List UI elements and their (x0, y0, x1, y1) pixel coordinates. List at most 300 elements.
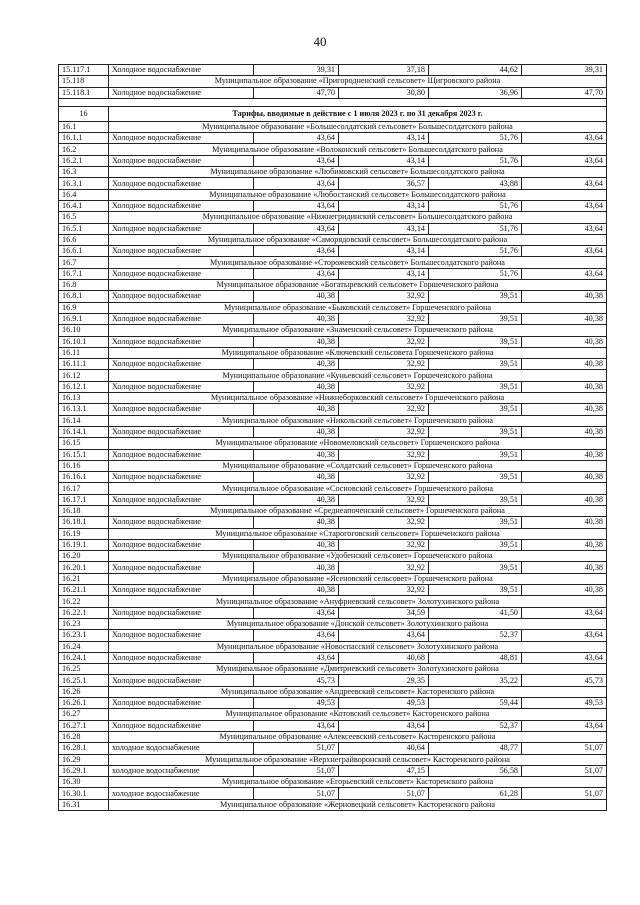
municipality-row (59, 799, 607, 810)
tariff-value-1: 43,64 (254, 720, 339, 731)
row-number: 16.15 (59, 438, 109, 449)
service-name: Холодное водоснабжение (109, 698, 254, 709)
service-name: Холодное водоснабжение (109, 223, 254, 234)
row-number: 16.15.1 (59, 449, 109, 460)
tariff-row (59, 765, 607, 776)
municipality-name: Муниципальное образование «Котовский сельсовет» Касторенского района (109, 709, 607, 720)
row-number: 16.26 (59, 686, 109, 697)
service-name: Холодное водоснабжение (109, 562, 254, 573)
municipality-name: Муниципальное образование «Удобенский сельсовет» Горшеченского района (109, 551, 607, 562)
tariff-value-4: 40,38 (522, 426, 607, 437)
row-number: 16.22 (59, 596, 109, 607)
tariff-value-2: 43,14 (339, 200, 429, 211)
service-name: Холодное водоснабжение (109, 313, 254, 324)
row-number: 16.6.1 (59, 246, 109, 257)
tariff-value-1: 51,07 (254, 765, 339, 776)
tariff-value-3: 51,76 (429, 246, 522, 257)
tariff-value-2: 40,68 (339, 652, 429, 663)
tariff-row (59, 155, 607, 166)
tariff-value-2: 32,92 (339, 336, 429, 347)
tariff-value-2: 32,92 (339, 404, 429, 415)
section-number: 16 (59, 106, 109, 121)
service-name: Холодное водоснабжение (109, 404, 254, 415)
row-number: 16.24 (59, 641, 109, 652)
tariff-value-4: 40,38 (522, 585, 607, 596)
tariff-value-1: 40,38 (254, 336, 339, 347)
section-title: Тарифы, вводимые в действие с 1 июля 2023 г. по 31 декабря 2023 г. (109, 106, 607, 121)
municipality-row (59, 709, 607, 720)
tariff-value-4: 40,38 (522, 449, 607, 460)
municipality-row (59, 76, 607, 87)
tariff-value-2: 43,14 (339, 223, 429, 234)
service-name: Холодное водоснабжение (109, 652, 254, 663)
row-number: 16.30.1 (59, 788, 109, 799)
tariff-value-3: 39,51 (429, 291, 522, 302)
tariff-value-3: 59,44 (429, 698, 522, 709)
page-number: 40 (313, 34, 327, 49)
tariff-value-1: 40,38 (254, 539, 339, 550)
tariff-value-3: 48,81 (429, 652, 522, 663)
row-number: 16.13.1 (59, 404, 109, 415)
municipality-row (59, 573, 607, 584)
row-number: 16.8.1 (59, 291, 109, 302)
row-number: 16.5.1 (59, 223, 109, 234)
service-name: Холодное водоснабжение (109, 359, 254, 370)
row-number: 16.6 (59, 234, 109, 245)
municipality-row (59, 370, 607, 381)
tariff-value-1: 43,64 (254, 155, 339, 166)
tariff-value-4: 40,38 (522, 313, 607, 324)
row-number: 16.28.1 (59, 743, 109, 754)
tariff-value-2: 43,64 (339, 630, 429, 641)
tariff-value-3: 61,28 (429, 788, 522, 799)
row-number: 16.13 (59, 393, 109, 404)
row-number: 16.7.1 (59, 268, 109, 279)
tariff-value-2: 43,14 (339, 133, 429, 144)
row-number: 16.28 (59, 731, 109, 742)
municipality-row (59, 280, 607, 291)
tariff-value-4: 40,38 (522, 539, 607, 550)
tariff-value-1: 51,07 (254, 788, 339, 799)
tariff-value-4: 43,64 (522, 223, 607, 234)
tariff-row (59, 381, 607, 392)
row-number: 16.2 (59, 144, 109, 155)
tariff-value-2: 49,53 (339, 698, 429, 709)
row-number: 16.12.1 (59, 381, 109, 392)
municipality-row (59, 438, 607, 449)
row-number: 16.20 (59, 551, 109, 562)
tariff-value-3: 39,51 (429, 336, 522, 347)
row-number: 16.1.1 (59, 133, 109, 144)
tariff-value-4: 40,38 (522, 517, 607, 528)
tariff-value-3: 39,51 (429, 313, 522, 324)
tariff-row (59, 65, 607, 76)
municipality-row (59, 505, 607, 516)
municipality-row (59, 302, 607, 313)
tariff-value-3: 48,77 (429, 743, 522, 754)
spacer-cell (59, 98, 607, 106)
tariff-value-3: 35,22 (429, 675, 522, 686)
tariff-value-2: 43,14 (339, 155, 429, 166)
row-number: 16.1 (59, 121, 109, 132)
municipality-name: Муниципальное образование «Большесолдатский сельсовет» Большесолдатского района (109, 121, 607, 132)
row-number: 16.7 (59, 257, 109, 268)
tariff-value-3: 39,51 (429, 517, 522, 528)
row-number: 16.4.1 (59, 200, 109, 211)
tariff-value-3: 39,51 (429, 449, 522, 460)
row-number: 16.26.1 (59, 698, 109, 709)
tariff-value-3: 39,51 (429, 404, 522, 415)
municipality-row (59, 596, 607, 607)
tariff-row (59, 517, 607, 528)
tariff-row (59, 788, 607, 799)
service-name: Холодное водоснабжение (109, 426, 254, 437)
service-name: Холодное водоснабжение (109, 200, 254, 211)
tariff-value-1: 43,64 (254, 630, 339, 641)
municipality-name: Муниципальное образование «Саморядовский сельсовет» Большесолдатского района (109, 234, 607, 245)
service-name: Холодное водоснабжение (109, 87, 254, 98)
municipality-row (59, 618, 607, 629)
tariff-value-2: 40,64 (339, 743, 429, 754)
tariff-value-3: 43,88 (429, 178, 522, 189)
municipality-row (59, 257, 607, 268)
tariff-value-3: 39,51 (429, 562, 522, 573)
tariff-row (59, 494, 607, 505)
municipality-name: Муниципальное образование «Любимовский сельсовет» Большесолдатского района (109, 167, 607, 178)
municipality-name: Муниципальное образование «Никольский сельсовет» Горшеченского района (109, 415, 607, 426)
tariff-value-4: 43,64 (522, 155, 607, 166)
tariff-value-2: 34,59 (339, 607, 429, 618)
service-name: Холодное водоснабжение (109, 472, 254, 483)
row-number: 16.9 (59, 302, 109, 313)
tariff-value-3: 39,51 (429, 359, 522, 370)
tariff-value-1: 43,64 (254, 133, 339, 144)
tariff-value-3: 51,76 (429, 155, 522, 166)
tariff-value-3: 39,51 (429, 585, 522, 596)
row-number: 16.23 (59, 618, 109, 629)
municipality-name: Муниципальное образование «Жерновецкий сельсовет» Касторенского района (109, 799, 607, 810)
tariff-value-4: 40,38 (522, 359, 607, 370)
spacer-row (59, 98, 607, 106)
tariff-value-2: 30,80 (339, 87, 429, 98)
tariff-row (59, 562, 607, 573)
municipality-row (59, 189, 607, 200)
municipality-row (59, 460, 607, 471)
tariff-value-2: 51,07 (339, 788, 429, 799)
tariff-row (59, 472, 607, 483)
tariff-value-1: 40,38 (254, 426, 339, 437)
service-name: Холодное водоснабжение (109, 630, 254, 641)
tariff-value-1: 45,73 (254, 675, 339, 686)
tariff-value-3: 39,51 (429, 539, 522, 550)
municipality-row (59, 528, 607, 539)
service-name: Холодное водоснабжение (109, 336, 254, 347)
row-number: 16.3.1 (59, 178, 109, 189)
row-number: 16.27 (59, 709, 109, 720)
tariff-value-3: 41,50 (429, 607, 522, 618)
municipality-row (59, 415, 607, 426)
municipality-name: Муниципальное образование «Егорьевский сельсовет» Касторенского района (109, 777, 607, 788)
row-number: 15.118.1 (59, 87, 109, 98)
tariff-value-2: 32,92 (339, 381, 429, 392)
row-number: 16.22.1 (59, 607, 109, 618)
tariff-row (59, 246, 607, 257)
municipality-name: Муниципальное образование «Знаменский сельсовет» Горшеченского района (109, 325, 607, 336)
tariff-value-1: 51,07 (254, 743, 339, 754)
municipality-name: Муниципальное образование «Богатыревский сельсовет» Горшеченского района (109, 280, 607, 291)
tariff-value-4: 40,38 (522, 381, 607, 392)
tariff-row (59, 743, 607, 754)
service-name: Холодное водоснабжение (109, 539, 254, 550)
tariff-value-4: 43,64 (522, 268, 607, 279)
row-number: 16.8 (59, 280, 109, 291)
municipality-row (59, 686, 607, 697)
tariff-value-2: 29,35 (339, 675, 429, 686)
tariff-value-4: 43,64 (522, 652, 607, 663)
row-number: 16.11 (59, 347, 109, 358)
municipality-row (59, 777, 607, 788)
municipality-name: Муниципальное образование «Сторожевский сельсовет» Большесолдатского района (109, 257, 607, 268)
row-number: 16.18.1 (59, 517, 109, 528)
tariff-row (59, 585, 607, 596)
tariff-value-4: 49,53 (522, 698, 607, 709)
tariff-row (59, 698, 607, 709)
tariff-value-1: 40,38 (254, 404, 339, 415)
row-number: 16.25.1 (59, 675, 109, 686)
tariff-value-3: 44,62 (429, 65, 522, 76)
row-number: 16.27.1 (59, 720, 109, 731)
tariff-row (59, 404, 607, 415)
tariff-value-2: 32,92 (339, 313, 429, 324)
row-number: 16.16.1 (59, 472, 109, 483)
tariff-value-1: 40,38 (254, 585, 339, 596)
tariff-row (59, 359, 607, 370)
tariff-row (59, 336, 607, 347)
tariff-value-1: 39,31 (254, 65, 339, 76)
tariff-value-4: 51,07 (522, 788, 607, 799)
row-number: 16.10.1 (59, 336, 109, 347)
municipality-name: Муниципальное образование «Любостанский сельсовет» Большесолдатского района (109, 189, 607, 200)
tariff-table (58, 64, 607, 811)
municipality-name: Муниципальное образование «Быковский сельсовет» Горшеченского района (109, 302, 607, 313)
service-name: Холодное водоснабжение (109, 381, 254, 392)
tariff-value-1: 40,38 (254, 381, 339, 392)
tariff-value-1: 49,53 (254, 698, 339, 709)
row-number: 16.24.1 (59, 652, 109, 663)
tariff-value-4: 40,38 (522, 404, 607, 415)
row-number: 16.5 (59, 212, 109, 223)
tariff-value-2: 32,92 (339, 585, 429, 596)
municipality-row (59, 325, 607, 336)
service-name: Холодное водоснабжение (109, 517, 254, 528)
tariff-row (59, 178, 607, 189)
row-number: 16.17.1 (59, 494, 109, 505)
tariff-value-4: 40,38 (522, 494, 607, 505)
row-number: 16.14 (59, 415, 109, 426)
municipality-name: Муниципальное образование «Ануфриевский сельсовет» Золотухинского района (109, 596, 607, 607)
municipality-name: Муниципальное образование «Нижнеборковский сельсовет» Горшеченского района (109, 393, 607, 404)
tariff-value-2: 32,92 (339, 494, 429, 505)
section-header-row (59, 106, 607, 121)
tariff-value-4: 43,64 (522, 133, 607, 144)
municipality-row (59, 212, 607, 223)
municipality-row (59, 483, 607, 494)
tariff-value-1: 40,38 (254, 494, 339, 505)
service-name: Холодное водоснабжение (109, 65, 254, 76)
municipality-name: Муниципальное образование «Ключевский сельсовета Горшеченского района (109, 347, 607, 358)
tariff-value-3: 56,58 (429, 765, 522, 776)
tariff-row (59, 675, 607, 686)
municipality-row (59, 144, 607, 155)
row-number: 16.21.1 (59, 585, 109, 596)
tariff-value-2: 43,14 (339, 268, 429, 279)
tariff-value-3: 51,76 (429, 200, 522, 211)
tariff-row (59, 268, 607, 279)
municipality-row (59, 731, 607, 742)
tariff-value-2: 32,92 (339, 449, 429, 460)
tariff-row (59, 449, 607, 460)
row-number: 16.20.1 (59, 562, 109, 573)
row-number: 16.31 (59, 799, 109, 810)
tariff-value-1: 40,38 (254, 517, 339, 528)
municipality-row (59, 393, 607, 404)
service-name: Холодное водоснабжение (109, 291, 254, 302)
municipality-row (59, 347, 607, 358)
row-number: 16.12 (59, 370, 109, 381)
municipality-row (59, 167, 607, 178)
tariff-value-3: 51,76 (429, 268, 522, 279)
municipality-row (59, 754, 607, 765)
tariff-row (59, 313, 607, 324)
tariff-value-3: 52,37 (429, 720, 522, 731)
tariff-value-2: 37,18 (339, 65, 429, 76)
tariff-value-2: 32,92 (339, 359, 429, 370)
row-number: 15.117.1 (59, 65, 109, 76)
tariff-row (59, 133, 607, 144)
tariff-value-3: 39,51 (429, 381, 522, 392)
tariff-value-3: 39,51 (429, 426, 522, 437)
tariff-value-1: 47,70 (254, 87, 339, 98)
service-name: холодное водоснабжение (109, 765, 254, 776)
tariff-row (59, 652, 607, 663)
tariff-value-4: 51,07 (522, 743, 607, 754)
service-name: холодное водоснабжение (109, 743, 254, 754)
row-number: 16.17 (59, 483, 109, 494)
municipality-row (59, 121, 607, 132)
municipality-row (59, 551, 607, 562)
service-name: Холодное водоснабжение (109, 607, 254, 618)
tariff-value-1: 43,64 (254, 607, 339, 618)
row-number: 16.10 (59, 325, 109, 336)
service-name: Холодное водоснабжение (109, 268, 254, 279)
tariff-value-2: 32,92 (339, 562, 429, 573)
municipality-name: Муниципальное образование «Нижнегридинский сельсовет» Большесолдатского района (109, 212, 607, 223)
tariff-row (59, 87, 607, 98)
tariff-value-2: 32,92 (339, 291, 429, 302)
municipality-row (59, 234, 607, 245)
municipality-name: Муниципальное образование «Волоконский сельсовет» Большесолдатского района (109, 144, 607, 155)
tariff-value-4: 40,38 (522, 472, 607, 483)
tariff-value-2: 43,14 (339, 246, 429, 257)
tariff-value-4: 40,38 (522, 562, 607, 573)
service-name: Холодное водоснабжение (109, 585, 254, 596)
tariff-value-4: 43,64 (522, 607, 607, 618)
tariff-value-4: 43,64 (522, 246, 607, 257)
row-number: 16.9.1 (59, 313, 109, 324)
row-number: 16.18 (59, 505, 109, 516)
tariff-row (59, 291, 607, 302)
tariff-value-1: 40,38 (254, 449, 339, 460)
tariff-row (59, 200, 607, 211)
row-number: 16.23.1 (59, 630, 109, 641)
service-name: Холодное водоснабжение (109, 720, 254, 731)
row-number: 16.21 (59, 573, 109, 584)
row-number: 15.118 (59, 76, 109, 87)
municipality-name: Муниципальное образование «Донской сельсовет» Золотухинского района (109, 618, 607, 629)
tariff-value-1: 43,64 (254, 178, 339, 189)
service-name: Холодное водоснабжение (109, 178, 254, 189)
tariff-value-1: 40,38 (254, 472, 339, 483)
tariff-value-4: 43,64 (522, 200, 607, 211)
tariff-value-1: 43,64 (254, 268, 339, 279)
service-name: Холодное водоснабжение (109, 246, 254, 257)
tariff-value-2: 47,15 (339, 765, 429, 776)
municipality-name: Муниципальное образование «Верхнеграйворонский сельсовет» Касторенского района (109, 754, 607, 765)
municipality-name: Муниципальное образование «Дмитриевский сельсовет» Золотухинского района (109, 664, 607, 675)
service-name: Холодное водоснабжение (109, 675, 254, 686)
municipality-name: Муниципальное образование «Старогоговский сельсовет» Горшеченского района (109, 528, 607, 539)
tariff-value-1: 43,64 (254, 200, 339, 211)
tariff-value-4: 43,64 (522, 720, 607, 731)
municipality-name: Муниципальное образование «Среднеапоченский сельсовет» Горшеченского района (109, 505, 607, 516)
tariff-value-1: 43,64 (254, 223, 339, 234)
service-name: холодное водоснабжение (109, 788, 254, 799)
tariff-value-3: 39,51 (429, 472, 522, 483)
tariff-value-4: 45,73 (522, 675, 607, 686)
row-number: 16.11.1 (59, 359, 109, 370)
row-number: 16.3 (59, 167, 109, 178)
tariff-value-2: 36,57 (339, 178, 429, 189)
row-number: 16.19 (59, 528, 109, 539)
tariff-value-2: 43,64 (339, 720, 429, 731)
municipality-name: Муниципальное образование «Солдатский сельсовет» Горшеченского района (109, 460, 607, 471)
tariff-row (59, 607, 607, 618)
tariff-value-1: 40,38 (254, 291, 339, 302)
municipality-name: Муниципальное образование «Ясеновский сельсовет» Горшеченского района (109, 573, 607, 584)
tariff-value-4: 47,70 (522, 87, 607, 98)
tariff-row (59, 539, 607, 550)
tariff-row (59, 630, 607, 641)
tariff-value-4: 40,38 (522, 291, 607, 302)
row-number: 16.2.1 (59, 155, 109, 166)
tariff-value-3: 36,96 (429, 87, 522, 98)
tariff-value-3: 51,76 (429, 133, 522, 144)
row-number: 16.19.1 (59, 539, 109, 550)
municipality-row (59, 641, 607, 652)
tariff-value-3: 51,76 (429, 223, 522, 234)
municipality-name: Муниципальное образование «Пригородненский сельсовет» Щигровского района (109, 76, 607, 87)
tariff-value-1: 40,38 (254, 313, 339, 324)
row-number: 16.4 (59, 189, 109, 200)
row-number: 16.14.1 (59, 426, 109, 437)
row-number: 16.25 (59, 664, 109, 675)
municipality-name: Муниципальное образование «Новомеловский сельсовет» Горшеченского района (109, 438, 607, 449)
municipality-name: Муниципальное образование «Алексеевский сельсовет» Касторенского района (109, 731, 607, 742)
tariff-value-2: 32,92 (339, 472, 429, 483)
tariff-row (59, 426, 607, 437)
tariff-value-4: 39,31 (522, 65, 607, 76)
municipality-name: Муниципальное образование «Сосновский сельсовет» Горшеченского района (109, 483, 607, 494)
